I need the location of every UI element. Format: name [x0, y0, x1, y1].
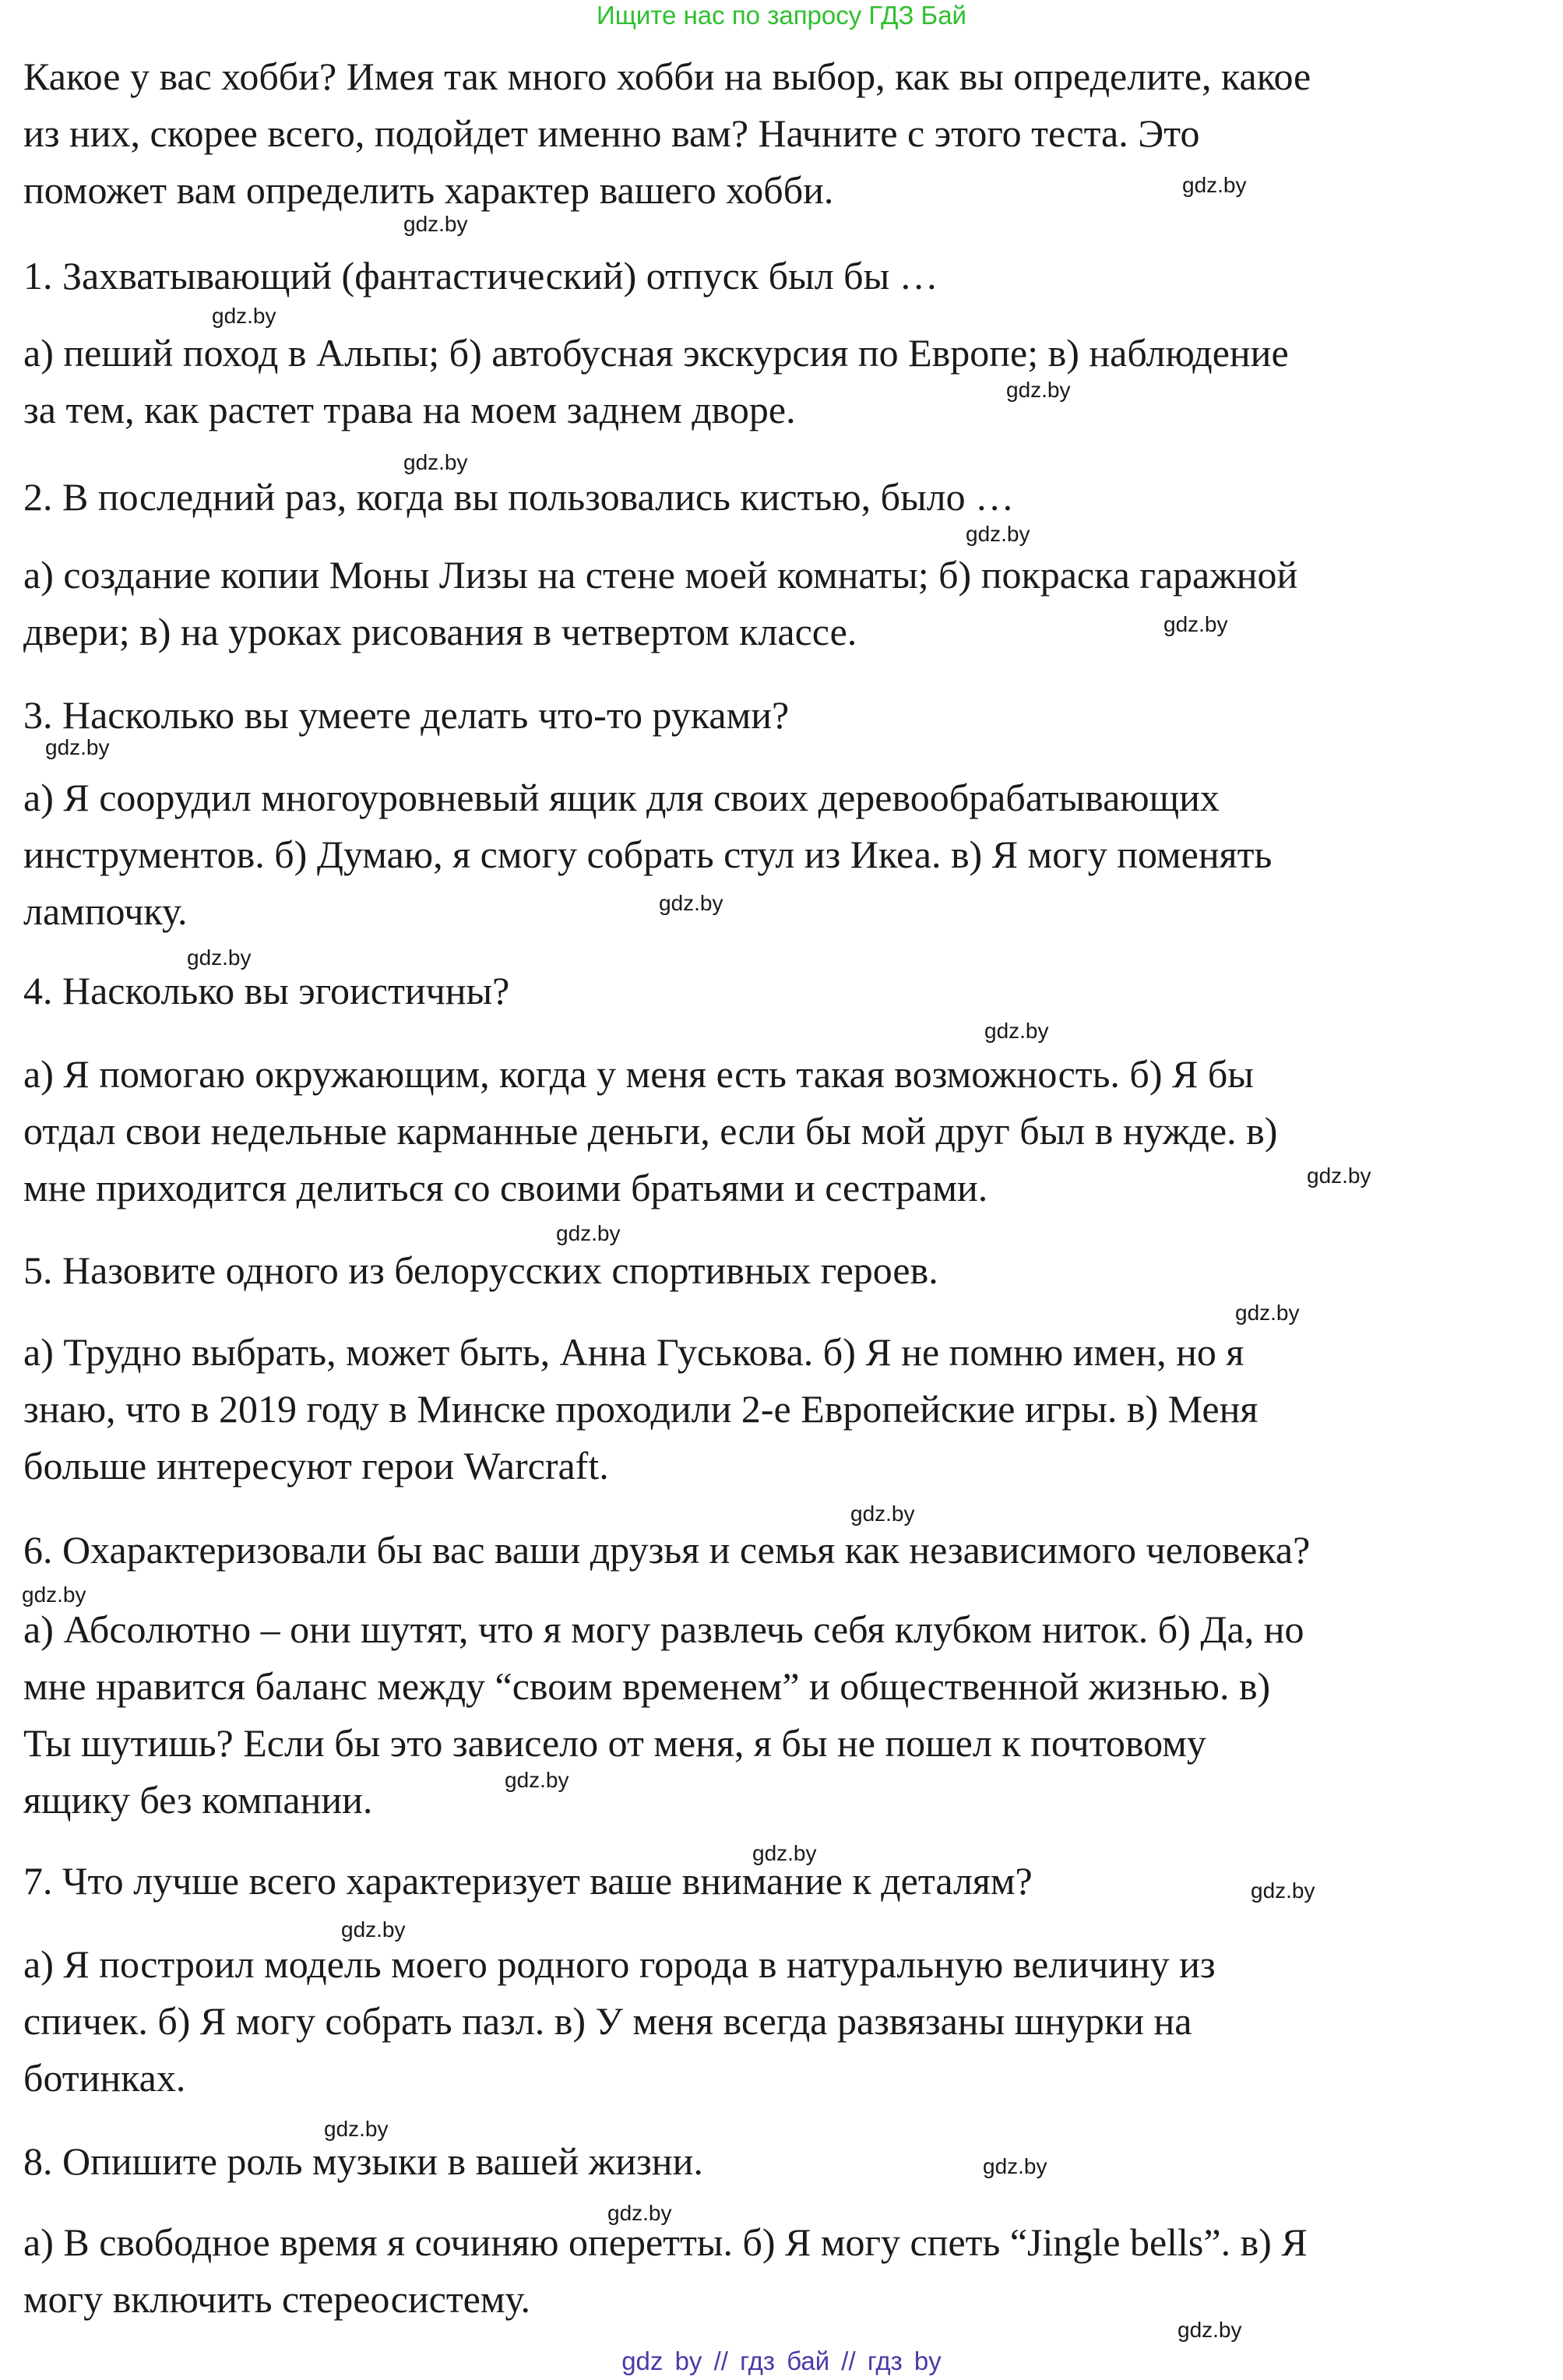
question-6: 6. Охарактеризовали бы вас ваши друзья и семья как независимого человека?: [23, 1528, 1311, 1572]
intro-line: Какое у вас хобби? Имея так много хобби на выбор, как вы определите, какое: [23, 55, 1311, 98]
watermark: gdz.by: [341, 1917, 406, 1942]
watermark: gdz.by: [752, 1841, 817, 1865]
question-5: 5. Назовите одного из белорусских спортивных героев.: [23, 1248, 938, 1292]
question-4: 4. Насколько вы эгоистичны?: [23, 969, 510, 1012]
answer-5-line: а) Трудно выбрать, может быть, Анна Гуськова. б) Я не помню имен, но я: [23, 1330, 1244, 1374]
watermark: gdz.by: [984, 1019, 1049, 1043]
watermark: gdz.by: [850, 1502, 915, 1526]
answer-7-line: а) Я построил модель моего родного города в натуральную величину из: [23, 1942, 1216, 1986]
answer-7-line: спичек. б) Я могу собрать пазл. в) У меня всегда развязаны шнурки на: [23, 1999, 1192, 2043]
intro-line: поможет вам определить характер вашего хобби.: [23, 168, 834, 212]
watermark: gdz.by: [607, 2201, 672, 2225]
watermark: gdz.by: [556, 1221, 621, 1245]
answer-5-line: знаю, что в 2019 году в Минске проходили 2-е Европейские игры. в) Меня: [23, 1387, 1258, 1431]
watermark: gdz.by: [212, 304, 276, 328]
watermark: gdz.by: [505, 1768, 569, 1792]
intro-line: из них, скорее всего, подойдет именно вам? Начните с этого теста. Это: [23, 111, 1200, 155]
watermark: gdz.by: [1251, 1878, 1315, 1903]
watermark: gdz.by: [324, 2117, 389, 2141]
answer-2-line: а) создание копии Моны Лизы на стене моей комнаты; б) покраска гаражной: [23, 553, 1298, 597]
watermark: gdz.by: [403, 450, 468, 474]
watermark: gdz.by: [1182, 173, 1247, 197]
answer-4-line: мне приходится делиться со своими братьями и сестрами.: [23, 1166, 988, 1209]
answer-2-line: двери; в) на уроках рисования в четвертом классе.: [23, 610, 857, 653]
footer-banner: gdz by // гдз бай // гдз by: [621, 2347, 942, 2375]
watermark: gdz.by: [983, 2154, 1047, 2178]
header-banner: Ищите нас по запросу ГДЗ Бай: [597, 1, 966, 30]
answer-5-line: больше интересуют герои Warcraft.: [23, 1444, 609, 1488]
question-7: 7. Что лучше всего характеризует ваше внимание к деталям?: [23, 1859, 1033, 1903]
question-8: 8. Опишите роль музыки в вашей жизни.: [23, 2139, 703, 2183]
watermark: gdz.by: [966, 522, 1030, 546]
answer-8-line: могу включить стереосистему.: [23, 2277, 531, 2321]
watermark: gdz.by: [1178, 2318, 1242, 2342]
answer-3-line: а) Я соорудил многоуровневый ящик для своих деревообрабатывающих: [23, 776, 1220, 819]
watermark: gdz.by: [403, 212, 468, 236]
watermark: gdz.by: [1163, 612, 1228, 636]
answer-6-line: Ты шутишь? Если бы это зависело от меня, я бы не пошел к почтовому: [23, 1721, 1206, 1765]
answer-4-line: а) Я помогаю окружающим, когда у меня есть такая возможность. б) Я бы: [23, 1052, 1254, 1096]
watermark: gdz.by: [1006, 378, 1071, 402]
answer-1-line: за тем, как растет трава на моем заднем дворе.: [23, 388, 796, 431]
answer-3-line: инструментов. б) Думаю, я смогу собрать стул из Икеа. в) Я могу поменять: [23, 833, 1273, 876]
answer-3-line: лампочку.: [23, 889, 188, 933]
watermark: gdz.by: [22, 1583, 86, 1607]
question-1: 1. Захватывающий (фантастический) отпуск был бы …: [23, 254, 938, 298]
answer-6-line: ящику без компании.: [23, 1778, 373, 1822]
question-3: 3. Насколько вы умеете делать что-то руками?: [23, 693, 790, 737]
answer-8-line: а) В свободное время я сочиняю оперетты. б) Я могу спеть “Jingle bells”. в) Я: [23, 2220, 1308, 2264]
watermark: gdz.by: [659, 891, 723, 915]
watermark: gdz.by: [187, 945, 252, 970]
watermark: gdz.by: [45, 735, 110, 759]
answer-1-line: а) пеший поход в Альпы; б) автобусная экскурсия по Европе; в) наблюдение: [23, 331, 1289, 375]
answer-7-line: ботинках.: [23, 2056, 186, 2100]
answer-6-line: а) Абсолютно – они шутят, что я могу развлечь себя клубком ниток. б) Да, но: [23, 1607, 1304, 1651]
watermark: gdz.by: [1307, 1164, 1371, 1188]
answer-4-line: отдал свои недельные карманные деньги, если бы мой друг был в нужде. в): [23, 1109, 1278, 1153]
answer-6-line: мне нравится баланс между “своим временем” и общественной жизнью. в): [23, 1664, 1271, 1708]
question-2: 2. В последний раз, когда вы пользовались кистью, было …: [23, 475, 1015, 519]
watermark: gdz.by: [1235, 1301, 1300, 1325]
